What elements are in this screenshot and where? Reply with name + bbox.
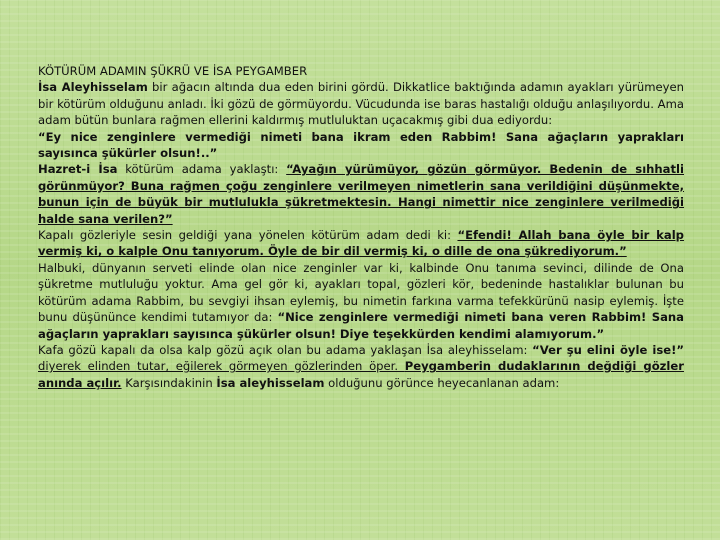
- paragraph-5-quote: “Nice zenginlere vermediği nimeti bana veren Rabbim! Sana ağaçların yaprakları sayısınca şükürler olsun! Diye teşekkürden kendimi alamıyorum.”: [38, 310, 684, 341]
- paragraph-4-text: Kapalı gözleriyle sesin geldiği yana yönelen kötürüm adam dedi ki:: [38, 228, 458, 243]
- paragraph-3-text: kötürüm adama yaklaştı:: [117, 162, 287, 177]
- document-body: [38, 63, 684, 391]
- page-title: KÖTÜRÜM ADAMIN ŞÜKRÜ VE İSA PEYGAMBER: [38, 64, 308, 78]
- paragraph-4: [38, 227, 684, 260]
- paragraph-6-text-3: Karşısındakinin: [121, 375, 217, 390]
- paragraph-1-text: bir ağacın altında dua eden birini gördü. Dikkatlice baktığında adamın ayakları yürümeyen bir kötürüm olduğunu anladı. İki gözü de görmüyordu. Vücudunda ise baras hastalığı olduğu anlaşılıyordu. Ama adam bütün bunlara rağmen ellerini kaldırmış mutluluktan uçacakmış gibi dua ediyordu:: [38, 80, 684, 128]
- hazret-isa-bold: Hazret-i İsa: [38, 162, 118, 177]
- paragraph-6-text: Kafa gözü kapalı da olsa kalp gözü açık olan bu adama yaklaşan İsa aleyhisselam:: [38, 342, 533, 357]
- paragraph-2-quote: “Ey nice zenginlere vermediği nimeti bana ikram eden Rabbim! Sana ağaçların yaprakları sayısınca şükürler olsun!..”: [38, 129, 684, 161]
- paragraph-1: [38, 79, 684, 128]
- paragraph-4-quote: “Efendi! Allah bana öyle bir kalp vermiş ki, o kalple Onu tanıyorum. Öyle de bir dil vermiş ki, o dille de ona şükrediyorum.”: [38, 228, 684, 259]
- paragraph-5: [38, 260, 684, 342]
- paragraph-6-quote-1: “Ver şu elini öyle ise!”: [532, 342, 684, 357]
- paragraph-6-text-4: olduğunu görünce heyecanlanan adam:: [324, 375, 560, 390]
- paragraph-3: [38, 161, 684, 227]
- paragraph-3-quote: “Ayağın yürümüyor, gözün görmüyor. Bedenin de sıhhatli görünmüyor? Buna rağmen çoğu zenginlere verilmeyen nimetlerin sana verildiğini düşünmekte, bunun için de büyük bir mutlulukla şükretmektesin. Hangi nimettir nice zenginlere verilmediği halde sana verilen?”: [38, 162, 684, 226]
- paragraph-6-text-2: diyerek elinden tutar, eğilerek görmeyen gözlerinden öper.: [38, 359, 405, 374]
- paragraph-6-quote-2: Peygamberin dudaklarının değdiği gözler anında açılır.: [38, 359, 684, 390]
- isa-name-bold: İsa Aleyhisselam: [38, 80, 148, 95]
- isa-aleyhisselam-bold: İsa aleyhisselam: [216, 375, 325, 390]
- paragraph-6: [38, 342, 684, 391]
- paragraph-5-text: Halbuki, dünyanın serveti elinde olan nice zenginler var ki, kalbinde Onu tanıma sevinci, dilinde de Ona şükretme mutluluğu yoktur. Ama gel gör ki, ayakları topal, gözleri kör, bedeninde hastalıklar bulunan bu kötürüm adama Rabbim, bu sevgiyi ihsan eylemiş, bu nimetin farkına varma tefekkürünü nasip eylemiş. İşte bunu düşününce kendimi tutamıyor da:: [38, 260, 684, 325]
